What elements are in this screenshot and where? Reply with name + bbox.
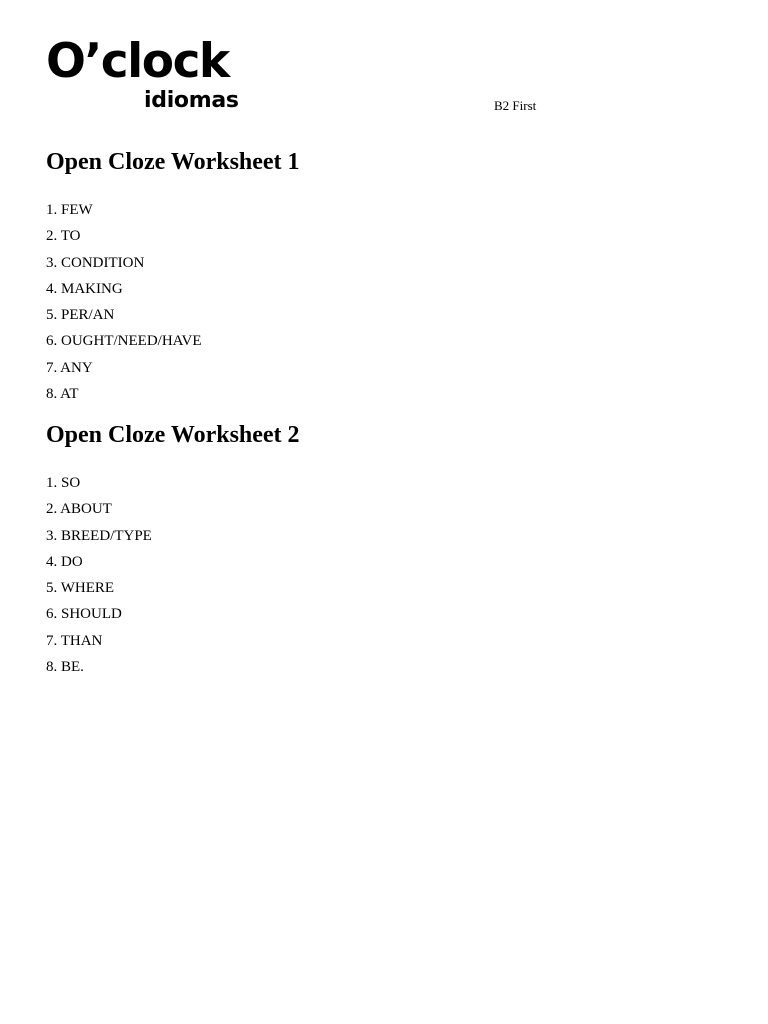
answer-item: 8. AT: [46, 386, 79, 403]
answer-item: 5. WHERE: [46, 580, 115, 597]
logo-subtitle: idiomas: [144, 88, 239, 113]
answer-item: 6. OUGHT/NEED/HAVE: [46, 333, 202, 350]
answer-item: 4. DO: [46, 553, 83, 570]
worksheet-2-title: Open Cloze Worksheet 2: [46, 422, 300, 448]
answer-item: 3. BREED/TYPE: [46, 527, 152, 544]
answer-item: 5. PER/AN: [46, 307, 115, 324]
answer-item: 8. BE.: [46, 659, 84, 676]
answer-item: 2. ABOUT: [46, 501, 112, 518]
oclock-idiomas-logo: [46, 32, 266, 116]
worksheet-2-answers: [46, 471, 152, 681]
answer-item: 7. THAN: [46, 632, 103, 649]
answer-item: 1. SO: [46, 475, 81, 491]
answer-item: 4. MAKING: [46, 280, 123, 297]
worksheet-1-answers: [46, 198, 202, 408]
answer-item: 1. FEW: [46, 202, 93, 218]
logo-wordmark: O’clock: [46, 34, 229, 89]
level-label: B2 First: [494, 98, 537, 113]
worksheet-1-title: Open Cloze Worksheet 1: [46, 149, 300, 175]
answer-item: 7. ANY: [46, 359, 93, 376]
answer-item: 3. CONDITION: [46, 254, 145, 271]
answer-item: 6. SHOULD: [46, 606, 122, 623]
answer-item: 2. TO: [46, 228, 81, 245]
